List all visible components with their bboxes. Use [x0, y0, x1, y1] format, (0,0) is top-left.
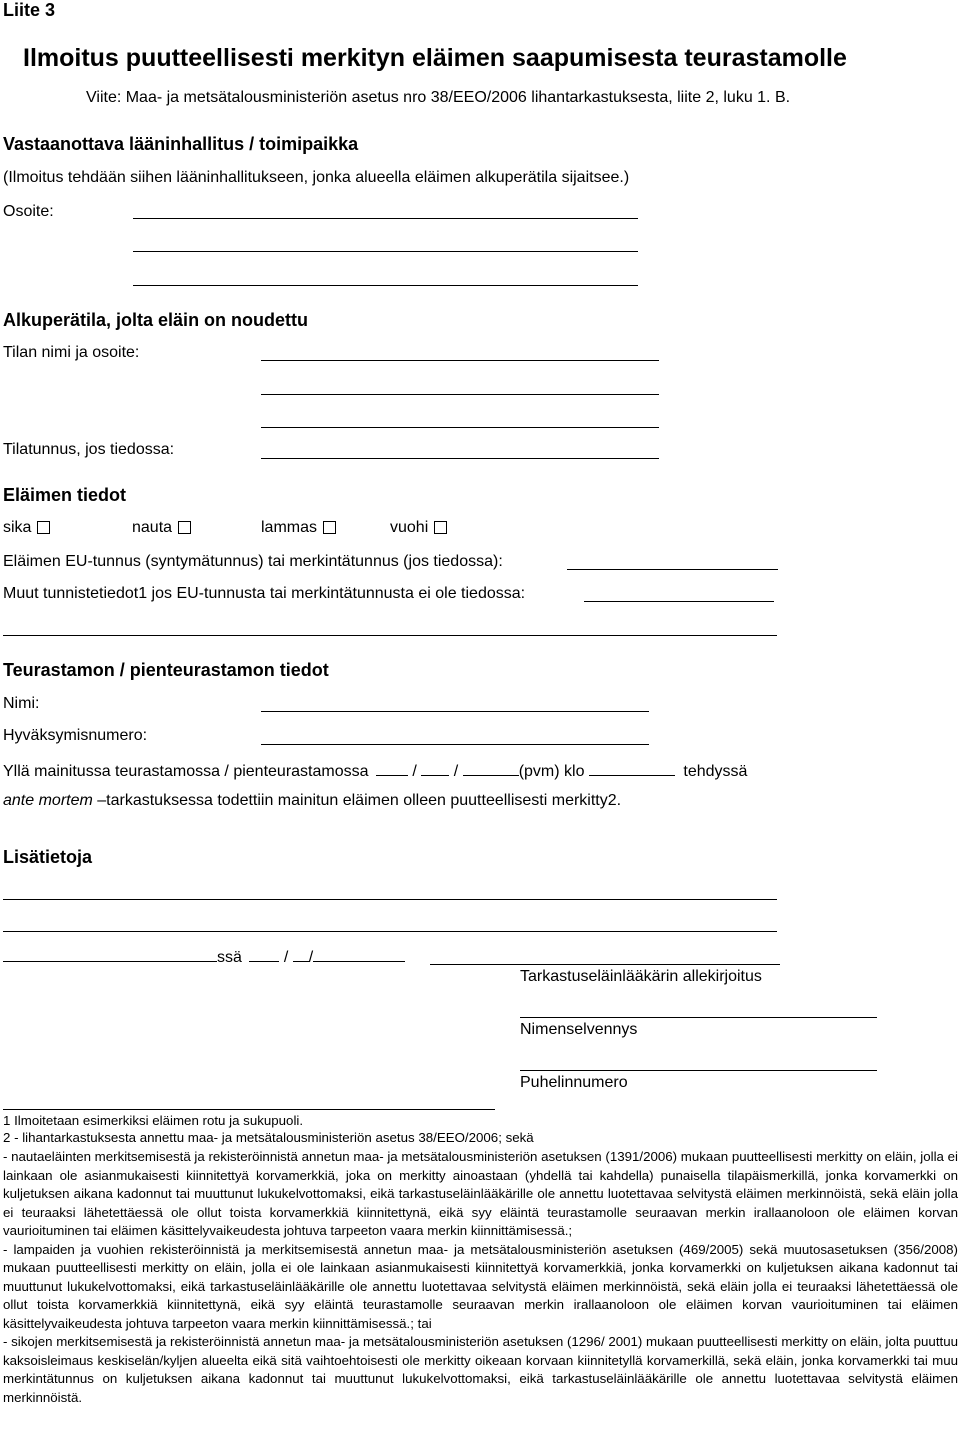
- footnote-cattle: - nautaeläinten merkitsemisestä ja rekisteröinnistä annetun maa- ja metsätalousministeriön asetuksen (1391/2006) mukaan puutteellisesti merkitty on eläin, jolla ei lainkaan ole asianmukaisesti kiinnitettyä korvamerkkiä, joka on merkitty ainoastaan (yhdellä tai kahdella) punaisella tilapäismerkillä, jonka korvamerkki on kuljetuksen aikana kadonnut tai muuttunut lukukelvottomaksi, eikä tarkastuseläinlääkärille ole annettu luotettavaa selvitystä eläimen merkinnöistä, sekä eläin jolla ei teuraaksi lähetettäessä ole ollut toista korvamerkkiä kiinnitettynä, eikä syy eläintä teurastamolle seuraavan merkin irallaanoloon ole eläimen korvan vaurioituminen tai eläimen käsittelyvaikeudesta johtuva tarpeeton vaara merkin kiinnittämisessä.;: [3, 1149, 958, 1238]
- other-id-label: Muut tunnistetiedot1 jos EU-tunnusta tai merkintätunnusta ei ole tiedossa:: [3, 585, 526, 602]
- appendix-label: Liite 3: [3, 0, 56, 20]
- recipient-note: (Ilmoitus tehdään siihen lääninhallitukseen, jonka alueella eläimen alkuperätila sijaitsee.): [3, 169, 630, 186]
- eu-id-label: Eläimen EU-tunnus (syntymätunnus) tai merkintätunnus (jos tiedossa):: [3, 553, 503, 570]
- slaughterhouse-heading: Teurastamon / pienteurastamon tiedot: [3, 660, 329, 680]
- statement-line-2: [3, 792, 621, 810]
- footnote-2: 2 - lihantarkastuksesta annettu maa- ja metsätalousministeriön asetus 38/EEO/2006; sekä: [3, 1130, 534, 1145]
- name-clarification-label: Nimenselvennys: [520, 1021, 638, 1038]
- slaughterhouse-name-line[interactable]: [261, 711, 649, 712]
- address-line-1[interactable]: [133, 218, 638, 219]
- sign-year-blank[interactable]: [313, 947, 405, 962]
- ante-mortem-text: ante mortem: [3, 792, 93, 809]
- pvm-klo-label: (pvm) klo: [518, 763, 585, 780]
- sign-slash-2: /: [308, 949, 314, 966]
- sign-slash-1: /: [283, 949, 289, 966]
- statement-part1: Yllä mainitussa teurastamossa / pienteurastamossa: [3, 763, 369, 780]
- name-clarification-line[interactable]: [520, 1017, 877, 1018]
- recipient-heading: Vastaanottava lääninhallitus / toimipaikka: [3, 134, 359, 154]
- place-date-line: [3, 947, 405, 967]
- farm-name-label: Tilan nimi ja osoite:: [3, 344, 140, 361]
- animal-heading: Eläimen tiedot: [3, 485, 127, 505]
- footnote-pigs: - sikojen merkitsemisestä ja rekisteröinnistä annetun maa- ja metsätalousministeriön asetuksen (1296/ 2001) mukaan puutteellisesti merkitty on eläin, jolta puuttuu kaksoisleimaus keskiselän/kyljen alueelta eikä sitä vaihtoehtoisesti ole merkitty oikeaan korvaan kiinnitetyllä korvamerkillä, sekä eläin, jonka korvamerkki tai muu merkintätunnus on kuljetuksen aikana kadonnut tai muuttunut lukukelvottomaksi, eikä tarkastuseläinlääkärille ole annettu luotettavaa selvitystä eläimen merkinnöistä.: [3, 1334, 958, 1405]
- footnote-separator: [3, 1109, 495, 1110]
- signature-label: Tarkastuseläinlääkärin allekirjoitus: [520, 968, 762, 985]
- address-label: Osoite:: [3, 203, 54, 220]
- month-blank[interactable]: [421, 761, 449, 776]
- checkbox-pig[interactable]: [37, 521, 50, 534]
- approval-number-line[interactable]: [261, 744, 649, 745]
- checkbox-goat[interactable]: [434, 521, 447, 534]
- extra-line-2[interactable]: [3, 931, 777, 932]
- species-pig-label: sika: [3, 519, 32, 536]
- phone-line[interactable]: [520, 1070, 877, 1071]
- eu-id-line[interactable]: [567, 569, 778, 570]
- species-cattle[interactable]: [132, 519, 191, 537]
- statement-part2: –tarkastuksessa todettiin mainitun eläimen olleen puutteellisesti merkitty2.: [97, 792, 622, 809]
- sign-day-blank[interactable]: [249, 947, 279, 962]
- checkbox-cattle[interactable]: [178, 521, 191, 534]
- footnote-1: 1 Ilmoitetaan esimerkiksi eläimen rotu ja sukupuoli.: [3, 1113, 304, 1128]
- place-suffix: ssä: [217, 949, 242, 966]
- farm-line-1[interactable]: [261, 360, 659, 361]
- species-sheep[interactable]: [261, 519, 336, 537]
- origin-heading: Alkuperätila, jolta eläin on noudettu: [3, 310, 309, 330]
- farm-line-2[interactable]: [261, 394, 659, 395]
- page-title: Ilmoitus puutteellisesti merkityn eläimen saapumisesta teurastamolle: [23, 44, 847, 72]
- statement-line-1: [3, 761, 747, 781]
- other-id-line[interactable]: [584, 601, 774, 602]
- place-blank[interactable]: [3, 947, 217, 962]
- phone-label: Puhelinnumero: [520, 1074, 628, 1091]
- footnote-paragraphs: [3, 1148, 958, 1407]
- species-pig[interactable]: [3, 519, 50, 537]
- address-line-3[interactable]: [133, 285, 638, 286]
- extra-line-1[interactable]: [3, 899, 777, 900]
- done-label: tehdyssä: [683, 763, 748, 780]
- species-goat-label: vuohi: [390, 519, 429, 536]
- address-line-2[interactable]: [133, 251, 638, 252]
- farm-id-line[interactable]: [261, 458, 659, 459]
- other-id-line-2[interactable]: [3, 635, 777, 636]
- footnote-sheep-goats: - lampaiden ja vuohien rekisteröinnistä ja merkitsemisestä annetun maa- ja metsätalousministeriön asetuksen (469/2005) sekä muutosasetuksen (356/2008) mukaan puutteellisesti merkitty on eläin, jolla ei ole lainkaan asianmukaisesti kiinnitettyä korvamerkkiä, jonka korvamerkki on kuljetuksen aikana kadonnut tai muuttunut lukukelvottomaksi, eikä tarkastuseläinlääkärille ole annettu luotettavaa selvitystä eläimen merkinnöistä, sekä eläin jolla ei teuraaksi lähetettäessä ole ollut toista korvamerkkiä kiinnitettynä, eikä syy eläintä teurastamolle seuraavan merkin irallaanoloon ole eläimen korvan vaurioituminen tai eläimen käsittelyvaikeudesta johtuva tarpeeton vaara merkin kiinnittämisessä.; tai: [3, 1241, 958, 1331]
- species-sheep-label: lammas: [261, 519, 318, 536]
- species-cattle-label: nauta: [132, 519, 173, 536]
- slaughterhouse-name-label: Nimi:: [3, 695, 40, 712]
- date-slash-1: /: [412, 763, 417, 780]
- farm-id-label: Tilatunnus, jos tiedossa:: [3, 441, 175, 458]
- sign-month-blank[interactable]: [293, 947, 309, 962]
- time-blank[interactable]: [589, 761, 675, 776]
- approval-number-label: Hyväksymisnumero:: [3, 727, 148, 744]
- extra-heading: Lisätietoja: [3, 847, 93, 867]
- species-goat[interactable]: [390, 519, 447, 537]
- signature-line[interactable]: [430, 964, 780, 965]
- farm-line-3[interactable]: [261, 427, 659, 428]
- reference-text: Viite: Maa- ja metsätalousministeriön asetus nro 38/EEO/2006 lihantarkastuksesta, liite 2, luku 1. B.: [86, 89, 791, 106]
- checkbox-sheep[interactable]: [323, 521, 336, 534]
- year-blank[interactable]: [463, 761, 519, 776]
- date-slash-2: /: [453, 763, 459, 780]
- day-blank[interactable]: [376, 761, 408, 776]
